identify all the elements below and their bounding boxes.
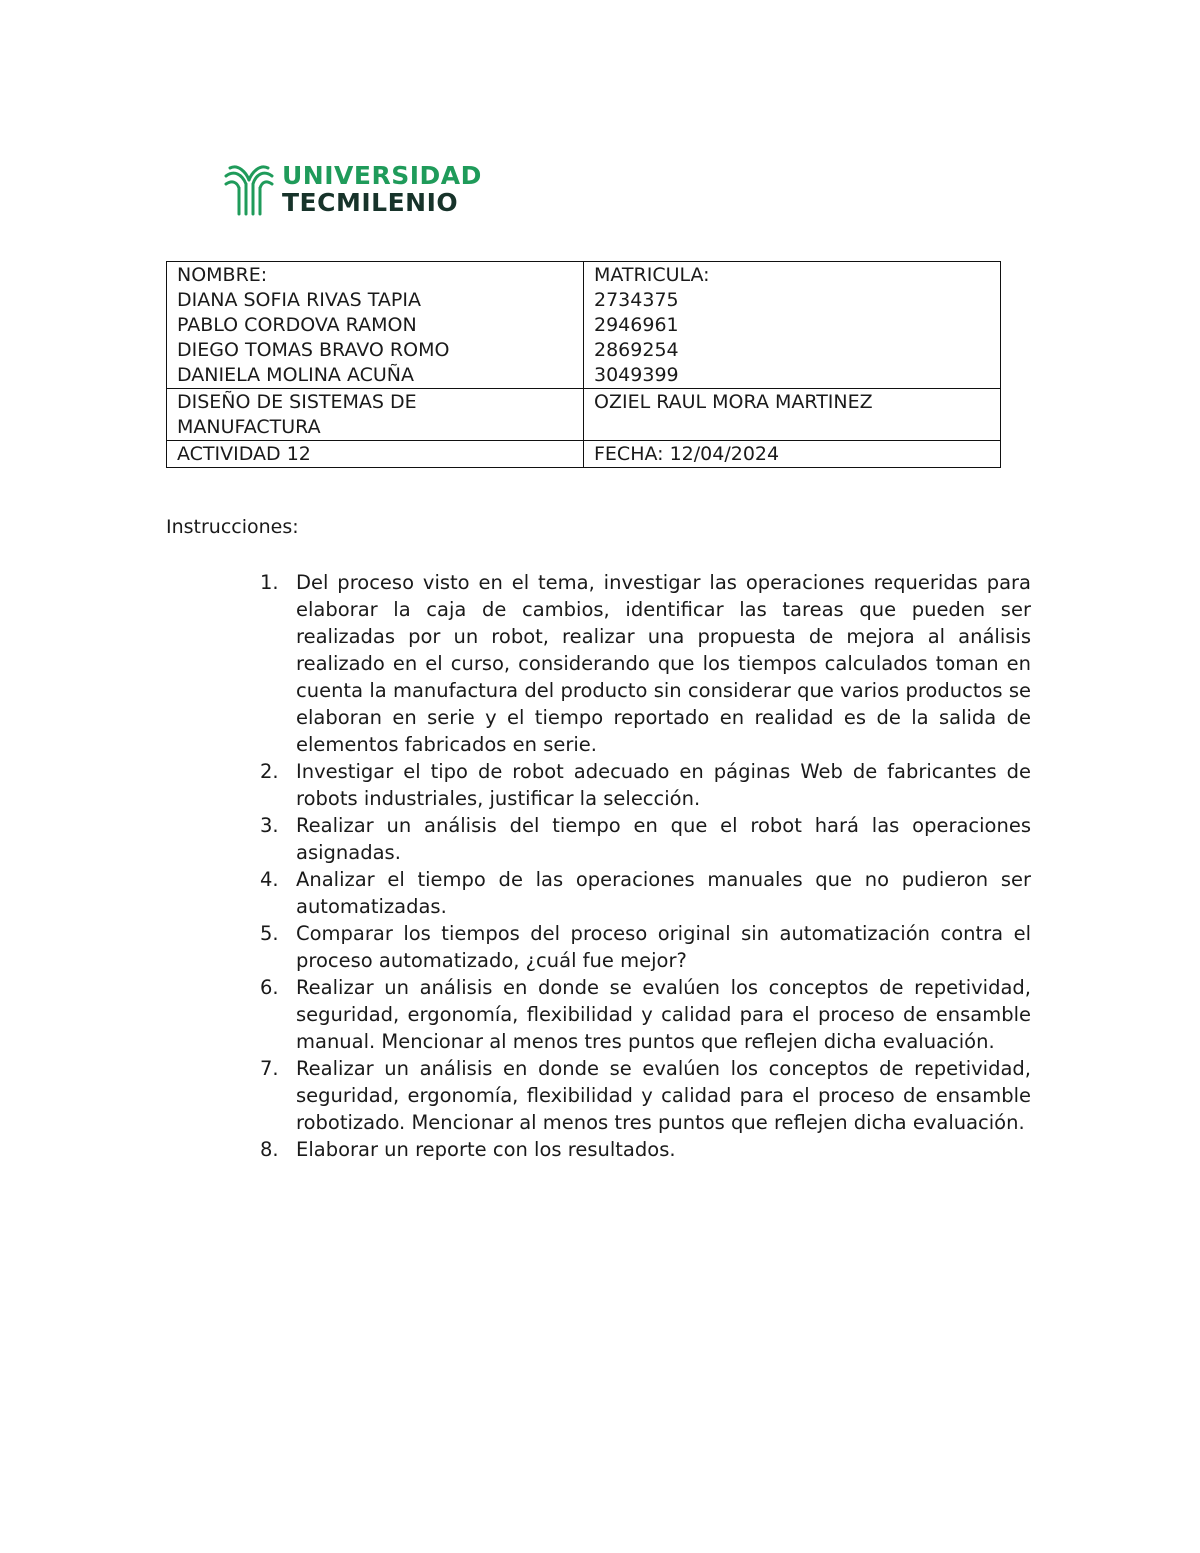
course-cell — [167, 389, 584, 441]
item-text: Del proceso visto en el tema, investigar las operaciones requeridas para elaborar la caja de cambios, identificar las tareas que pueden ser realizadas por un robot, realizar una propuesta de mejora al análisis realizado en el curso, considerando que los tiempos calculados toman en cuenta la manufactura del producto sin considerar que varios productos se elaboran en serie y el tiempo reportado en realidad es de la salida de elementos fabricados en serie. — [296, 571, 1031, 756]
university-logo — [224, 161, 482, 218]
item-text: Analizar el tiempo de las operaciones manuales que no pudieron ser automatizadas. — [296, 868, 1031, 918]
student-name: DIANA SOFIA RIVAS TAPIA — [177, 289, 421, 311]
item-number: 6. — [260, 976, 279, 999]
table-row-course — [167, 389, 1001, 441]
tecmilenio-leaf-icon — [224, 162, 274, 218]
table-row-activity — [167, 441, 1001, 468]
matricula-value: 2734375 — [594, 289, 679, 311]
item-number: 5. — [260, 922, 279, 945]
activity-name: ACTIVIDAD 12 — [177, 443, 311, 465]
teacher-name: OZIEL RAUL MORA MARTINEZ — [594, 391, 873, 413]
instructions-title: Instrucciones: — [166, 516, 299, 538]
matricula-value: 2946961 — [594, 314, 679, 336]
table-row-names — [167, 262, 1001, 389]
list-item — [254, 974, 1031, 1055]
instructions-list — [254, 569, 1031, 1163]
item-text: Elaborar un reporte con los resultados. — [296, 1138, 676, 1161]
item-number: 8. — [260, 1138, 279, 1161]
list-item — [254, 812, 1031, 866]
item-number: 3. — [260, 814, 279, 837]
item-number: 1. — [260, 571, 279, 594]
student-name: DIEGO TOMAS BRAVO ROMO — [177, 339, 450, 361]
matricula-label: MATRICULA: — [594, 264, 710, 286]
names-cell — [167, 262, 584, 389]
list-item — [254, 1055, 1031, 1136]
item-text: Investigar el tipo de robot adecuado en páginas Web de fabricantes de robots industriales, justificar la selección. — [296, 760, 1031, 810]
course-name-line1: DISEÑO DE SISTEMAS DE — [177, 391, 417, 413]
list-item — [254, 569, 1031, 758]
item-text: Realizar un análisis en donde se evalúen los conceptos de repetividad, seguridad, ergonomía, flexibilidad y calidad para el proceso de ensamble robotizado. Mencionar al menos tres puntos que reflejen dicha evaluación. — [296, 1057, 1031, 1134]
student-name: PABLO CORDOVA RAMON — [177, 314, 417, 336]
nombre-label: NOMBRE: — [177, 264, 268, 286]
item-text: Comparar los tiempos del proceso original sin automatización contra el proceso automatizado, ¿cuál fue mejor? — [296, 922, 1031, 972]
item-number: 4. — [260, 868, 279, 891]
list-item — [254, 920, 1031, 974]
matricula-value: 2869254 — [594, 339, 679, 361]
list-item — [254, 866, 1031, 920]
item-number: 2. — [260, 760, 279, 783]
activity-cell — [167, 441, 584, 468]
list-item — [254, 1136, 1031, 1163]
item-text: Realizar un análisis en donde se evalúen los conceptos de repetividad, seguridad, ergonomía, flexibilidad y calidad para el proceso de ensamble manual. Mencionar al menos tres puntos que reflejen dicha evaluación. — [296, 976, 1031, 1053]
header-info-table — [166, 261, 1001, 468]
item-number: 7. — [260, 1057, 279, 1080]
logo-university-text: UNIVERSIDAD — [282, 161, 482, 190]
student-name: DANIELA MOLINA ACUÑA — [177, 364, 415, 386]
matricula-cell — [584, 262, 1001, 389]
item-text: Realizar un análisis del tiempo en que el robot hará las operaciones asignadas. — [296, 814, 1031, 864]
date-cell — [584, 441, 1001, 468]
teacher-cell — [584, 389, 1001, 441]
matricula-value: 3049399 — [594, 364, 679, 386]
course-name-line2: MANUFACTURA — [177, 416, 321, 438]
date-value: FECHA: 12/04/2024 — [594, 443, 780, 465]
list-item — [254, 758, 1031, 812]
logo-tecmilenio-text: TECMILENIO — [282, 188, 459, 217]
